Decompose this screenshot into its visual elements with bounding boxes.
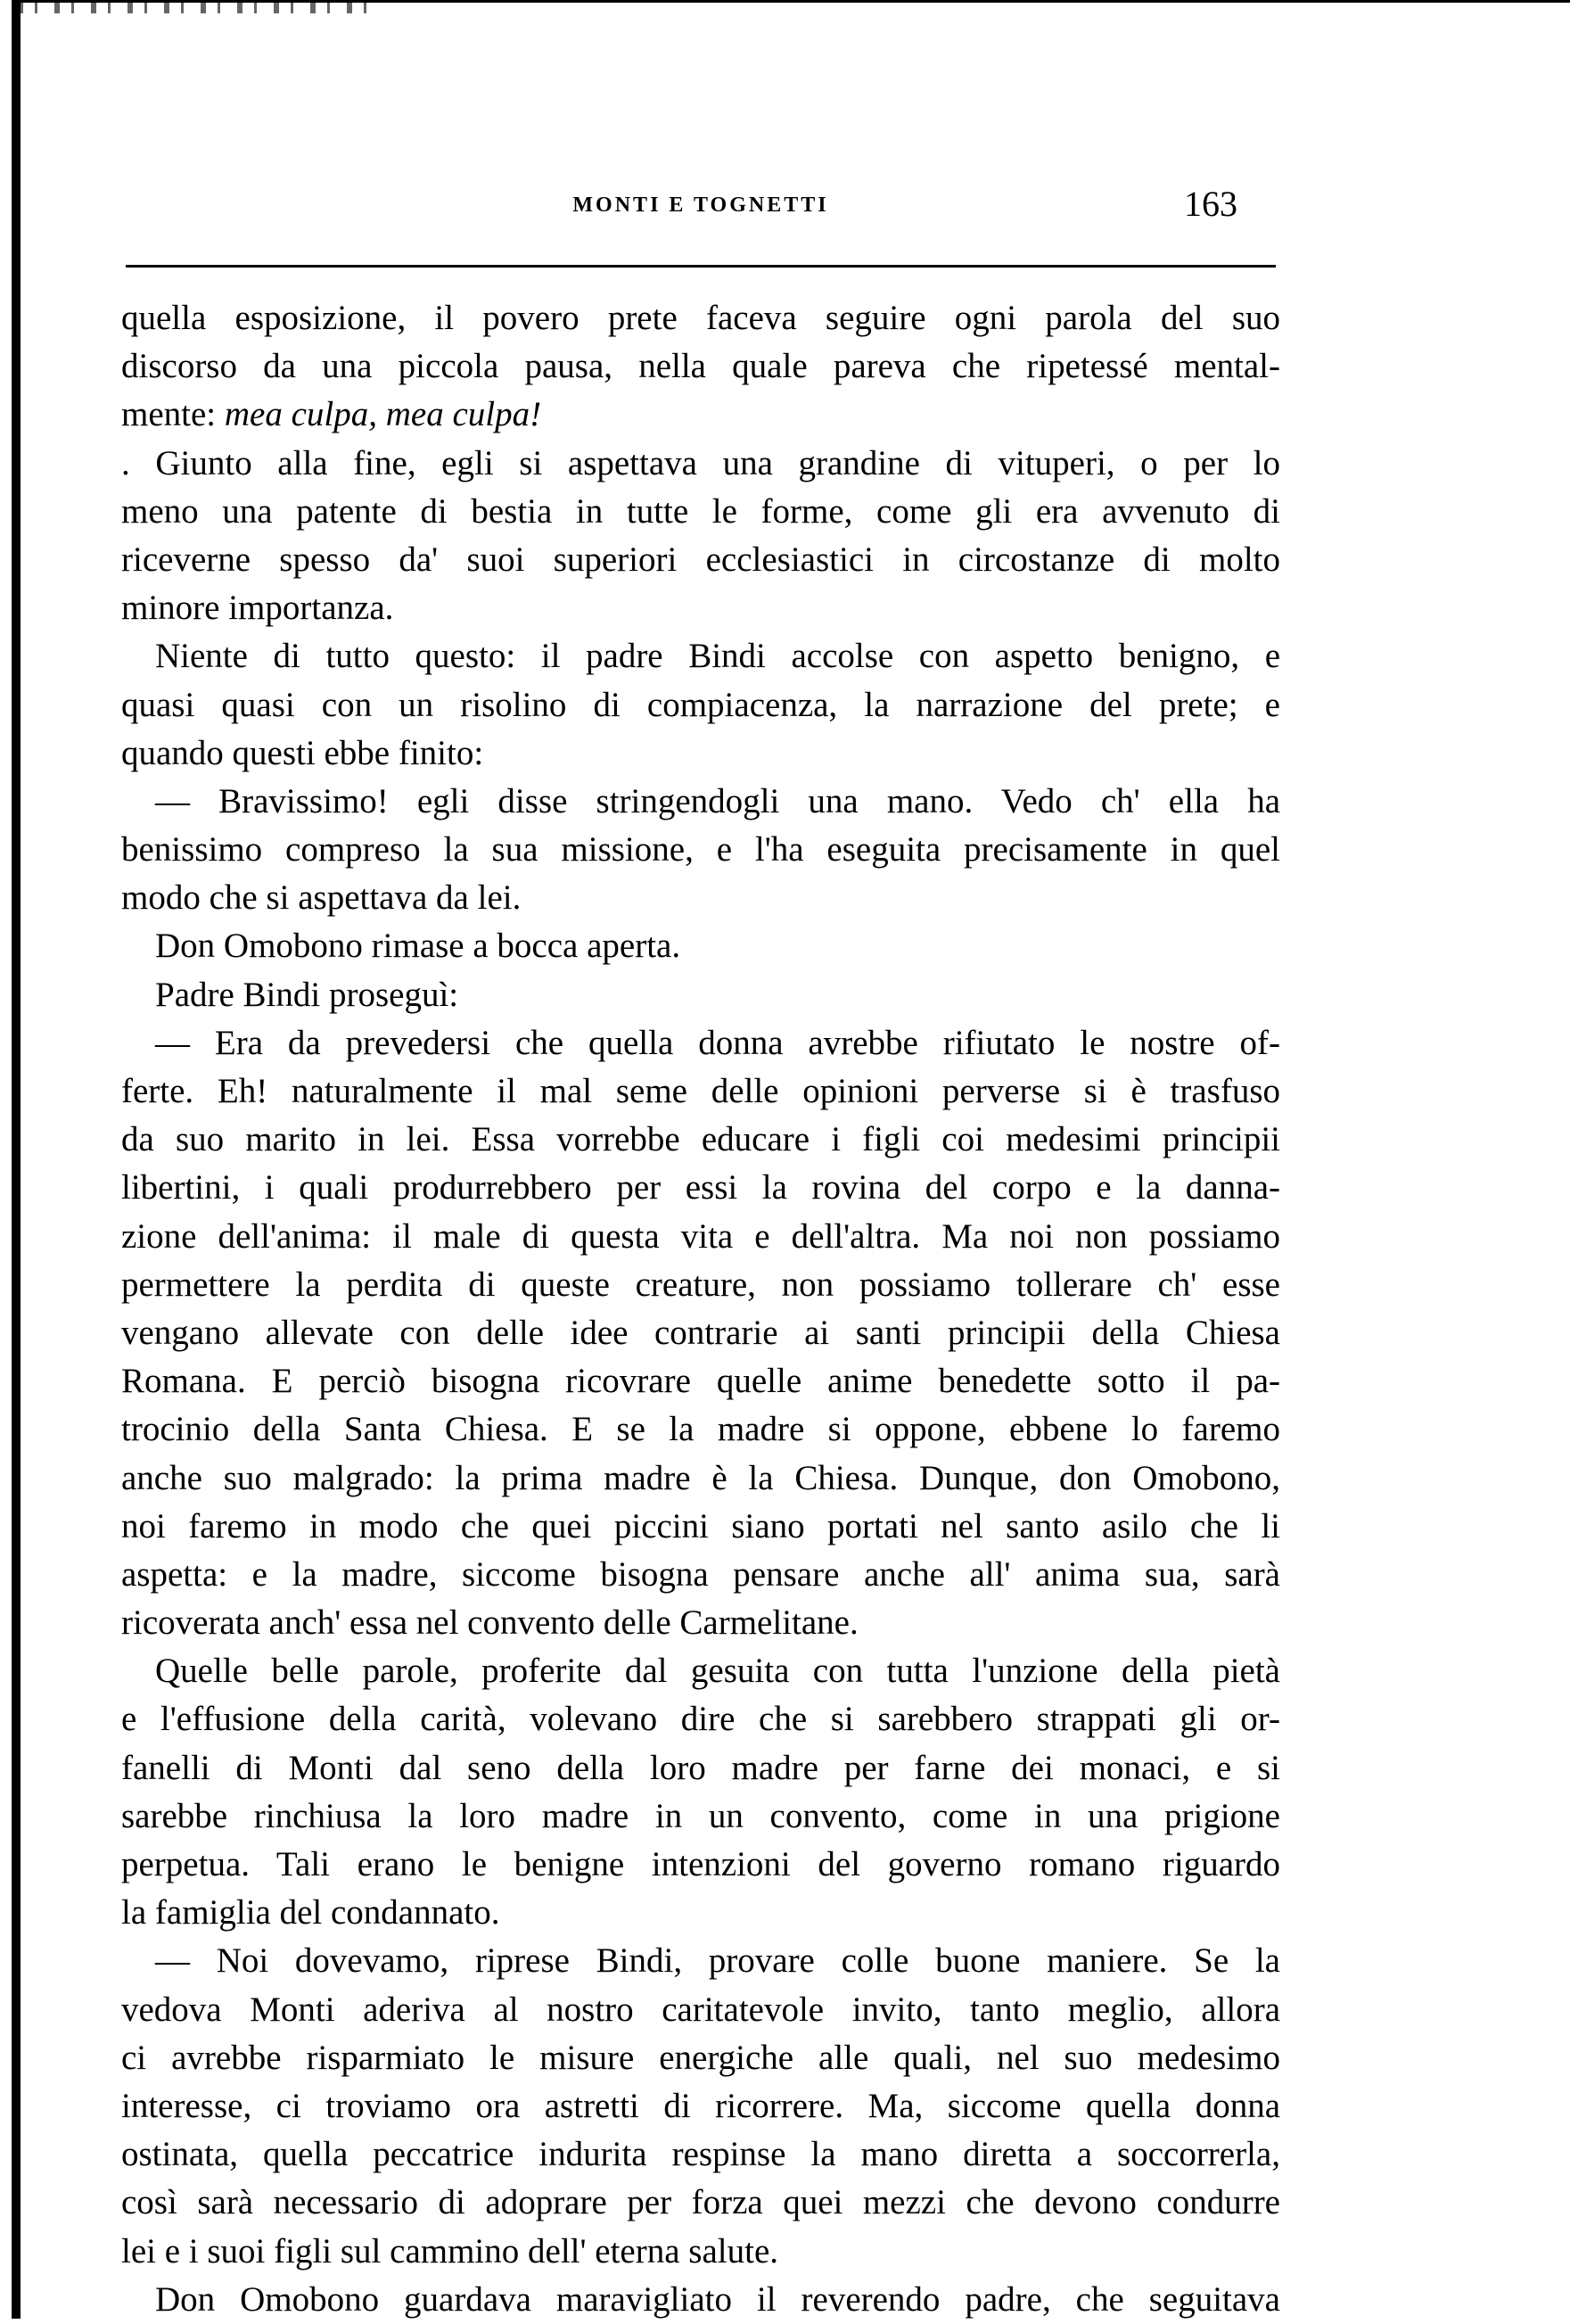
- line-text: Niente di tutto questo: il padre Bindi accolse con aspetto benigno, e: [155, 637, 1280, 676]
- line-text: la famiglia del condannato.: [121, 1893, 500, 1933]
- text-line: [121, 2179, 1280, 2227]
- text-line: [121, 1551, 1280, 1599]
- line-text: ferte. Eh! naturalmente il mal seme delle opinioni perverse si è trasfuso: [121, 1072, 1280, 1110]
- line-text: — Bravissimo! egli disse stringendogli una mano. Vedo ch' ella ha: [155, 781, 1280, 820]
- text-line: [121, 1067, 1280, 1116]
- line-text: quella esposizione, il povero prete faceva seguire ogni parola del suo: [121, 299, 1280, 337]
- line-text: libertini, i quali produrrebbero per essi la rovina del corpo e la danna-: [121, 1168, 1280, 1207]
- text-line: [121, 1405, 1280, 1454]
- text-line: [121, 584, 1280, 632]
- text-line: [121, 2130, 1280, 2179]
- line-text: minore importanza.: [121, 589, 394, 628]
- text-line: [121, 488, 1280, 536]
- text-line: [121, 874, 1280, 922]
- text-line: [121, 826, 1280, 874]
- line-text: quasi quasi con un risolino di compiacenza, la narrazione del prete; e: [121, 685, 1280, 724]
- line-text: Don Omobono guardava maravigliato il reverendo padre, che seguitava: [155, 2279, 1280, 2319]
- text-line: [121, 1792, 1280, 1841]
- text-line: [121, 1455, 1280, 1503]
- scan-left-edge: [12, 0, 21, 2319]
- body-text: [121, 294, 1280, 2324]
- text-line: [121, 778, 1280, 826]
- text-line: [121, 1744, 1280, 1792]
- text-line: [121, 1889, 1280, 1937]
- page-number: 163: [1184, 184, 1237, 224]
- line-text: da suo marito in lei. Essa vorrebbe educare i figli coi medesimi principii: [121, 1120, 1280, 1159]
- line-text: zione dell'anima: il male di questa vita e dell'altra. Ma noi non possiamo: [121, 1216, 1280, 1256]
- line-text: trocinio della Santa Chiesa. E se la madre si oppone, ebbene lo faremo: [121, 1410, 1280, 1449]
- line-text: Padre Bindi proseguì:: [155, 975, 459, 1014]
- scan-noise: [18, 3, 374, 13]
- line-text: Don Omobono rimase a bocca aperta.: [155, 927, 681, 966]
- line-text: meno una patente di bestia in tutte le forme, come gli era avvenuto di: [121, 491, 1280, 531]
- text-line: [121, 632, 1280, 680]
- text-line: [121, 681, 1280, 729]
- line-text: noi faremo in modo che quei piccini siano portati nel santo asilo che li: [121, 1506, 1280, 1545]
- line-text: . Giunto alla fine, egli si aspettava una grandine di vituperi, o per lo: [121, 443, 1280, 482]
- italic-text: mea culpa, mea culpa!: [224, 395, 542, 434]
- line-text: riceverne spesso da' suoi superiori ecclesiastici in circostanze di molto: [121, 540, 1280, 579]
- text-line: [121, 729, 1280, 778]
- line-text: vedova Monti aderiva al nostro caritatevole invito, tanto meglio, allora: [121, 1990, 1280, 2029]
- text-line: [121, 536, 1280, 584]
- text-line: [121, 391, 1280, 439]
- text-line: [121, 1213, 1280, 1261]
- line-text: e l'effusione della carità, volevano dire che si sarebbero strappati gli or-: [121, 1700, 1280, 1739]
- text-line: [121, 1986, 1280, 2034]
- text-line: [121, 1647, 1280, 1695]
- line-text: fanelli di Monti dal seno della loro madre per farne dei monaci, e si: [121, 1748, 1280, 1787]
- line-text: sarebbe rinchiusa la loro madre in un convento, come in una prigione: [121, 1796, 1280, 1835]
- text-line: [121, 342, 1280, 391]
- line-text: interesse, ci troviamo ora astretti di ricorrere. Ma, siccome quella donna: [121, 2086, 1280, 2125]
- line-text: quando questi ebbe finito:: [121, 733, 484, 772]
- text-line: [121, 1019, 1280, 1067]
- text-line: [121, 1937, 1280, 1985]
- line-text: — Noi dovevamo, riprese Bindi, provare colle buone maniere. Se la: [155, 1941, 1280, 1981]
- text-line: [121, 2082, 1280, 2130]
- line-text: modo che si aspettava da lei.: [121, 878, 522, 918]
- line-text: così sarà necessario di adoprare per forza quei mezzi che devono condurre: [121, 2183, 1280, 2222]
- line-text: ostinata, quella peccatrice indurita respinse la mano diretta a soccorrerla,: [121, 2135, 1280, 2174]
- text-line: [121, 294, 1280, 342]
- line-text: Quelle belle parole, proferite dal gesuita con tutta l'unzione della pietà: [155, 1652, 1280, 1691]
- line-text: permettere la perdita di queste creature, non possiamo tollerare ch' esse: [121, 1265, 1280, 1304]
- line-text: anche suo malgrado: la prima madre è la Chiesa. Dunque, don Omobono,: [121, 1458, 1280, 1497]
- line-text: — Era da prevedersi che quella donna avrebbe rifiutato le nostre of-: [155, 1023, 1280, 1062]
- text-line: [121, 1503, 1280, 1551]
- text-line: [121, 1164, 1280, 1212]
- line-text: perpetua. Tali erano le benigne intenzioni del governo romano riguardo: [121, 1845, 1280, 1883]
- line-text: benissimo compreso la sua missione, e l'ha eseguita precisamente in quel: [121, 830, 1280, 869]
- line-text: discorso da una piccola pausa, nella quale pareva che ripetessé mental-: [121, 347, 1280, 386]
- text-line: [121, 440, 1280, 488]
- text-line: [121, 1695, 1280, 1743]
- line-text: aspetta: e la madre, siccome bisogna pensare anche all' anima sua, sarà: [121, 1554, 1280, 1594]
- text-line: [121, 1261, 1280, 1309]
- text-line: [121, 2276, 1280, 2324]
- line-text: Romana. E perciò bisogna ricovrare quelle anime benedette sotto il pa-: [121, 1362, 1280, 1401]
- text-line: [121, 1841, 1280, 1889]
- page-header: [121, 183, 1280, 227]
- line-text: lei e i suoi figli sul cammino dell' eterna salute.: [121, 2231, 779, 2270]
- text-line: [121, 2228, 1280, 2276]
- text-line: [121, 1116, 1280, 1164]
- line-text: vengano allevate con delle idee contrarie ai santi principii della Chiesa: [121, 1313, 1280, 1352]
- running-title: MONTI E TOGNETTI: [572, 194, 829, 217]
- text-line: [121, 971, 1280, 1019]
- line-text: ricoverata anch' essa nel convento delle Carmelitane.: [121, 1603, 859, 1643]
- text-line: [121, 1599, 1280, 1647]
- line-text: mente:: [121, 395, 225, 434]
- text-line: [121, 922, 1280, 970]
- text-line: [121, 2034, 1280, 2082]
- text-line: [121, 1309, 1280, 1357]
- header-rule: [126, 265, 1276, 268]
- line-text: ci avrebbe risparmiato le misure energiche alle quali, nel suo medesimo: [121, 2038, 1280, 2077]
- text-line: [121, 1357, 1280, 1405]
